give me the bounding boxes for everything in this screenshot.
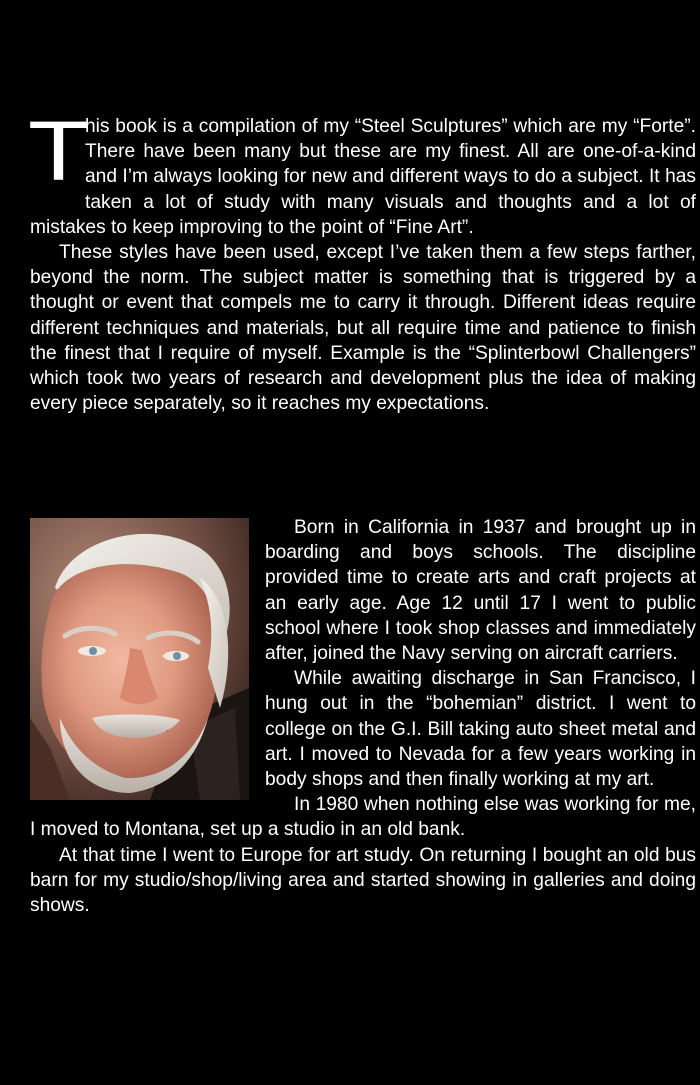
intro-section <box>28 103 696 416</box>
portrait-illustration <box>30 518 249 800</box>
drop-cap: T <box>28 103 90 199</box>
drop-cap-box <box>28 103 90 200</box>
intro-paragraph-2: These styles have been used, except I’ve taken them a few steps farther, beyond the norm. The subject matter is something that is triggered by a thought or event that compels me to carry it through. Different ideas require different techniques and materials, but all require time and patience to finish the finest that I require of myself. Example is the “Splinterbowl Challengers” which took two years of research and development plus the idea of making every piece separately, so it reaches my expectations. <box>30 242 696 415</box>
bio-section <box>30 515 696 918</box>
bio-paragraph-1: Born in California in 1937 and brought up in boarding and boys schools. The discipline provided time to create arts and craft projects at an early age. Age 12 until 17 I went to public school where I took shop classes and immediately after, joined the Navy serving on aircraft carriers. <box>265 517 696 665</box>
intro-paragraph-1 <box>28 103 696 240</box>
intro-paragraph-1-text: his book is a compilation of my “Steel Sculptures” which are my “Forte”. There have been many but these are my finest. All are one-of-a-kind and I’m always looking for new and different ways to do a subject. It has taken a lot of study with many visuals and thoughts and a lot of mistakes to keep improving to the point of “Fine Art”. <box>30 116 696 238</box>
bio-paragraph-4: At that time I went to Europe for art study. On returning I bought an old bus barn for my studio/shop/living area and started showing in galleries and doing shows. <box>30 844 696 917</box>
bio-paragraph-2: While awaiting discharge in San Francisco, I hung out in the “bohemian” district. I went to college on the G.I. Bill taking auto sheet metal and art. I moved to Nevada for a few years working in body shops and then finally working at my art. <box>265 668 696 791</box>
author-portrait <box>30 518 249 800</box>
bio-paragraph-3: In 1980 when nothing else was working for me, I moved to Montana, set up a studio in an old bank. <box>30 794 696 841</box>
